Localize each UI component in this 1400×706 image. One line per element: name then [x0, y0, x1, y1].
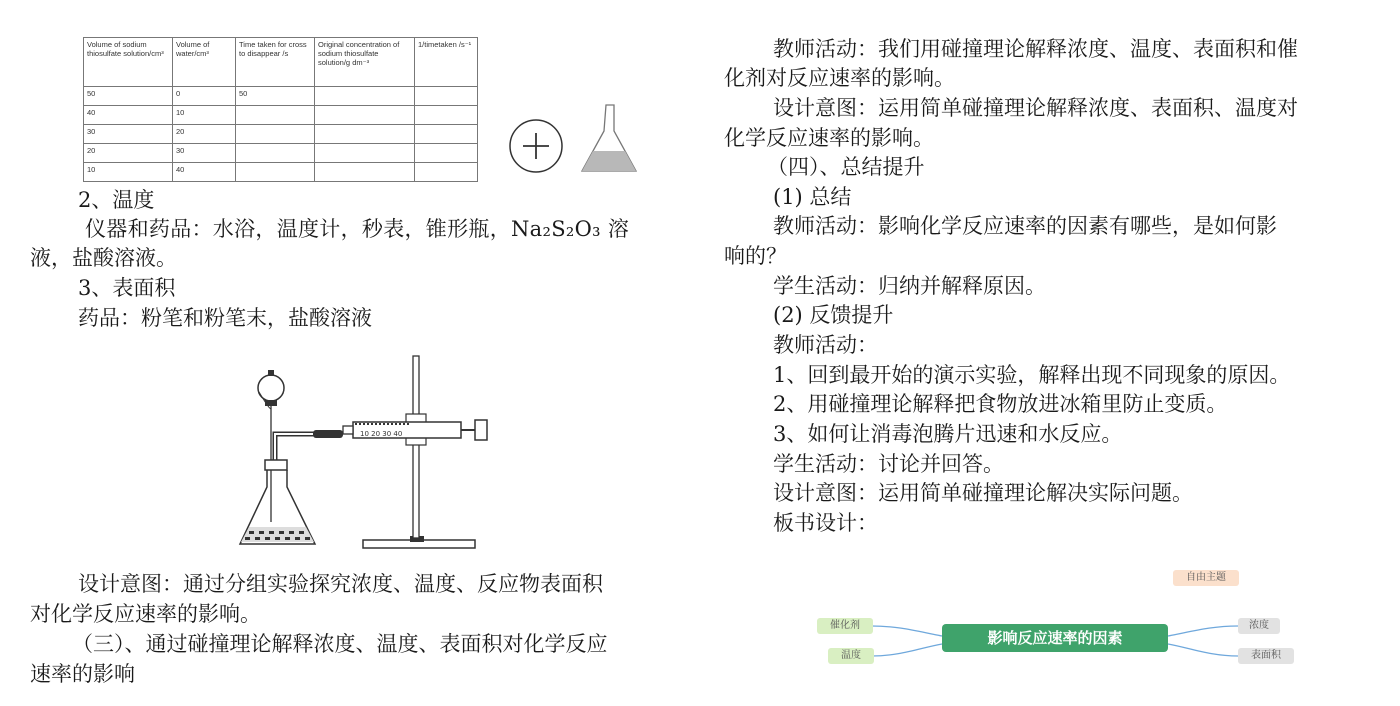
table-cell	[315, 144, 415, 163]
teacher-activity-3: 教师活动：	[773, 333, 878, 357]
section-three-heading: （三）、通过碰撞理论解释浓度、温度、表面积对化学反应	[72, 632, 608, 656]
design-intent: 设计意图：通过分组实验探究浓度、温度、反应物表面积	[78, 572, 603, 596]
table-header: Original concentration of sodium thiosulfate solution/g dm⁻³	[315, 38, 415, 87]
table-cell	[315, 87, 415, 106]
table-cell	[415, 144, 478, 163]
table-cell: 0	[173, 87, 236, 106]
table-cell	[236, 125, 315, 144]
table-cell	[236, 144, 315, 163]
mindmap-central-topic: 影响反应速率的因素	[942, 624, 1168, 652]
list-item: 2、用碰撞理论解释把食物放进冰箱里防止变质。	[773, 392, 1228, 416]
student-activity-2: 学生活动：讨论并回答。	[773, 452, 1004, 476]
temperature-materials: 仪器和药品：水浴，温度计，秒表，锥形瓶，Na₂S₂O₃ 溶	[85, 217, 630, 241]
gas-syringe-apparatus	[235, 352, 500, 560]
temperature-heading: 2、温度	[78, 188, 155, 212]
table-cell	[315, 125, 415, 144]
student-activity-1: 学生活动：归纳并解释原因。	[773, 274, 1046, 298]
table-cell	[236, 163, 315, 182]
table-cell: 10	[84, 163, 173, 182]
table-header: Volume of water/cm³	[173, 38, 236, 87]
mindmap-node-concentration: 浓度	[1238, 618, 1280, 634]
stand-rod	[413, 356, 419, 538]
temperature-materials-cont: 液，盐酸溶液。	[30, 246, 177, 270]
summary-heading: (1) 总结	[773, 185, 852, 209]
syringe-scale: 10 20 30 40	[360, 430, 403, 438]
design-intent-1-cont: 化学反应速率的影响。	[724, 126, 934, 150]
table-header: Time taken for cross to disappear /s	[236, 38, 315, 87]
list-item: 1、回到最开始的演示实验，解释出现不同现象的原因。	[773, 363, 1291, 387]
teacher-activity-2: 教师活动：影响化学反应速率的因素有哪些，是如何影	[773, 214, 1277, 238]
table-row	[84, 163, 478, 182]
plus-circle-icon	[510, 120, 562, 172]
feedback-heading: (2) 反馈提升	[773, 303, 894, 327]
design-intent-1: 设计意图：运用简单碰撞理论解释浓度、表面积、温度对	[773, 96, 1298, 120]
table-cell	[415, 106, 478, 125]
table-cell: 50	[84, 87, 173, 106]
table-cell: 40	[84, 106, 173, 125]
design-intent-2: 设计意图：运用简单碰撞理论解决实际问题。	[773, 481, 1193, 505]
rubber-tube	[313, 430, 343, 438]
table-header: Volume of sodium thiosulfate solution/cm³	[84, 38, 173, 87]
teacher-activity-1: 教师活动：我们用碰撞理论解释浓度、温度、表面积和催	[773, 37, 1298, 61]
table-cell: 20	[173, 125, 236, 144]
mindmap-node-catalyst: 催化剂	[817, 618, 873, 634]
table-row	[84, 106, 478, 125]
table-row	[84, 144, 478, 163]
mindmap-node-temperature: 温度	[828, 648, 874, 664]
teacher-activity-2-cont: 响的？	[724, 244, 787, 268]
table-cell: 30	[84, 125, 173, 144]
cross-and-flask	[508, 103, 648, 178]
table-cell	[315, 106, 415, 125]
table-row	[84, 125, 478, 144]
table-header: 1/timetaken /s⁻¹	[415, 38, 478, 87]
table-cell: 20	[84, 144, 173, 163]
design-intent-cont: 对化学反应速率的影响。	[30, 602, 261, 626]
data-table	[83, 37, 478, 182]
table-cell	[415, 163, 478, 182]
table-header-row	[84, 38, 478, 87]
section-three-heading-cont: 速率的影响	[30, 662, 135, 686]
table-cell: 50	[236, 87, 315, 106]
list-item: 3、如何让消毒泡腾片迅速和水反应。	[773, 422, 1123, 446]
table-row	[84, 87, 478, 106]
table-cell: 30	[173, 144, 236, 163]
mindmap-node-surface-area: 表面积	[1238, 648, 1294, 664]
mindmap-free-topic: 自由主题	[1173, 570, 1239, 586]
surface-area-heading: 3、表面积	[78, 276, 176, 300]
section-four-heading: （四）、总结提升	[767, 155, 925, 179]
board-design-label: 板书设计：	[773, 511, 878, 535]
table-cell: 40	[173, 163, 236, 182]
table-cell	[415, 125, 478, 144]
table-cell: 10	[173, 106, 236, 125]
table-cell	[236, 106, 315, 125]
table-cell	[315, 163, 415, 182]
conical-flask-icon	[582, 105, 636, 171]
table-cell	[415, 87, 478, 106]
surface-area-materials: 药品：粉笔和粉笔末，盐酸溶液	[78, 306, 372, 330]
teacher-activity-1-cont: 化剂对反应速率的影响。	[724, 66, 955, 90]
